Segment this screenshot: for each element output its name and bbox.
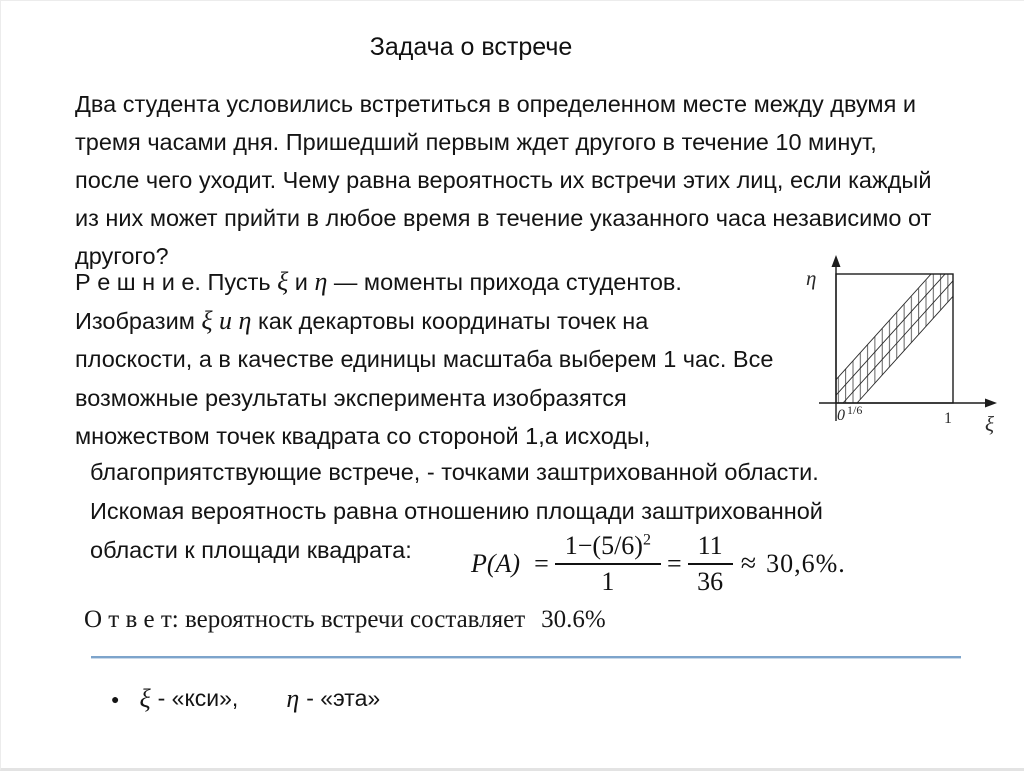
solution-text: — моменты прихода студентов.	[327, 269, 682, 295]
origin-label: 0	[837, 407, 845, 424]
bullet-icon: ●	[111, 690, 120, 707]
solution-line: множеством точек квадрата со стороной 1,а исходы,	[75, 423, 651, 449]
eta-symbol: η	[286, 683, 300, 713]
formula-lhs: P(A)	[471, 549, 521, 578]
arrow-right-icon	[985, 399, 997, 408]
equals-sign: =	[666, 549, 682, 578]
xi-eta-symbols: ξ и η	[201, 305, 252, 335]
answer-value: 30.6%	[541, 606, 606, 633]
xi-definition: - «кси»,	[157, 685, 239, 711]
fraction-2	[688, 531, 733, 597]
solution-text: Изобразим	[75, 307, 202, 334]
solution-line: плоскости, а в качестве единицы масштаба выберем 1 час. Все	[75, 346, 774, 372]
xi-axis-label: ξ	[985, 412, 994, 436]
fraction-2-denominator: 36	[697, 567, 724, 596]
problem-line: Два студента условились встретиться в определенном месте между двумя и	[75, 91, 916, 117]
problem-line: после чего уходит. Чему равна вероятность их встречи этих лиц, если каждый	[75, 167, 932, 193]
equals-sign: =	[534, 549, 549, 578]
solution-line	[75, 263, 773, 302]
solution-text: Р е ш н и е. Пусть	[75, 269, 278, 295]
eta-axis-label: η	[806, 266, 817, 290]
meeting-probability-diagram	[791, 253, 1011, 438]
solution-text: и	[288, 269, 315, 295]
probability-formula	[471, 525, 846, 603]
arrow-up-icon	[832, 255, 841, 267]
problem-line: из них может прийти в любое время в течение указанного часа независимо от	[75, 205, 932, 231]
solution-line: Искомая вероятность равна отношению площади заштрихованной	[90, 498, 823, 524]
solution-line: возможные результаты эксперимента изобразятся	[75, 384, 627, 411]
fraction-2-numerator: 11	[697, 531, 723, 560]
problem-statement	[75, 85, 931, 275]
eta-symbol: η	[314, 267, 328, 296]
fraction-1	[555, 531, 661, 597]
answer-line	[84, 606, 606, 634]
fraction-1-numerator-text: 1−(5/6)	[564, 531, 643, 560]
formula-result: 30,6%.	[766, 549, 846, 578]
solution-line: области к площади квадрата:	[90, 537, 412, 563]
fraction-1-numerator	[555, 531, 661, 563]
one-label: 1	[944, 410, 952, 427]
solution-text-narrow	[75, 263, 773, 456]
one-sixth-label: 1/6	[847, 403, 863, 417]
problem-line: другого?	[75, 243, 169, 269]
footnote	[111, 685, 380, 712]
xi-symbol: ξ	[277, 267, 289, 296]
solution-text: как декартовы координаты точек на	[251, 307, 649, 334]
horizontal-divider	[91, 656, 961, 659]
hatched-band	[815, 273, 974, 403]
problem-line: тремя часами дня. Пришедший первым ждет другого в течение 10 минут,	[75, 129, 877, 155]
eta-definition: - «эта»	[306, 685, 381, 711]
fraction-1-denominator: 1	[601, 567, 615, 596]
exponent: 2	[642, 531, 651, 549]
page-title: Задача о встрече	[369, 33, 573, 61]
approx-sign: ≈	[740, 548, 757, 579]
solution-line: благоприятствующие встрече, - точками заштрихованной области.	[90, 459, 819, 485]
xi-symbol: ξ	[139, 683, 151, 713]
answer-label: О т в е т: вероятность встречи составляет	[84, 606, 526, 633]
solution-line	[75, 302, 773, 341]
